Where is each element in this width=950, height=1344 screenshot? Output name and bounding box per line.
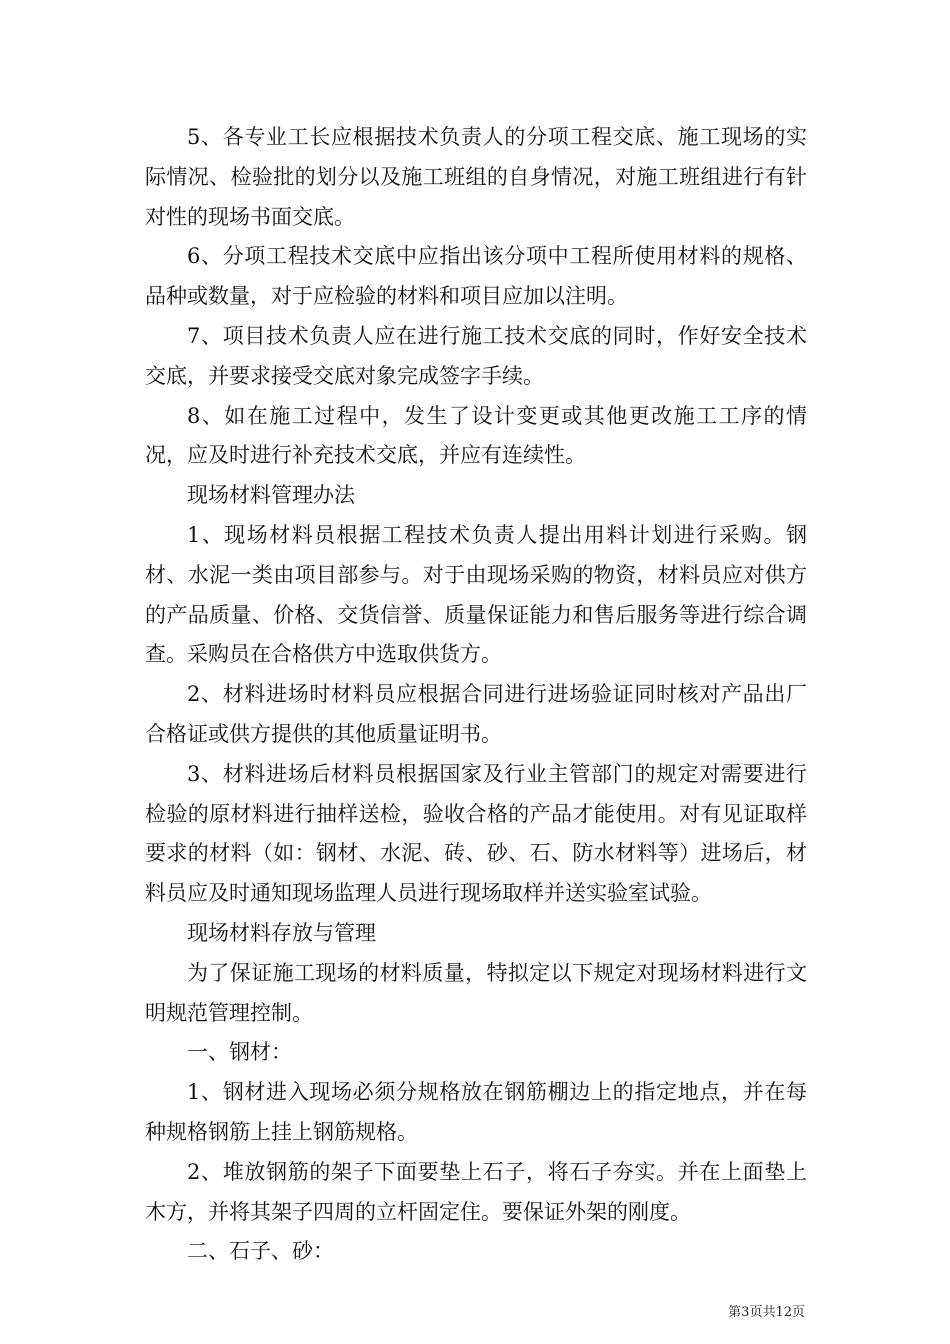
paragraph-steel-2: 2、堆放钢筋的架子下面要垫上石子，将石子夯实。并在上面垫上木方，并将其架子四周的立杆固定住。要保证外架的刚度。 (145, 1159, 807, 1224)
paragraph-item-8: 8、如在施工过程中，发生了设计变更或其他更改施工工序的情况，应及时进行补充技术交底，并应有连续性。 (145, 403, 807, 468)
page-number-footer: 第3页共12页 (728, 1305, 805, 1320)
paragraph-material-1: 1、现场材料员根据工程技术负责人提出用料计划进行采购。钢材、水泥一类由项目部参与。对于由现场采购的物资，材料员应对供方的产品质量、价格、交货信誉、质量保证能力和售后服务等进行综合调查。采购员在合格供方中选取供货方。 (145, 522, 807, 667)
document-body (145, 118, 807, 1272)
paragraph-steel-1: 1、钢材进入现场必须分规格放在钢筋棚边上的指定地点，并在每种规格钢筋上挂上钢筋规格。 (145, 1080, 807, 1144)
paragraph-storage-intro: 为了保证施工现场的材料质量，特拟定以下规定对现场材料进行文明规范管理控制。 (145, 960, 807, 1025)
subheading-steel: 一、钢材： (187, 1040, 292, 1065)
subheading-gravel-sand: 二、石子、砂： (187, 1239, 334, 1264)
paragraph-material-3: 3、材料进场后材料员根据国家及行业主管部门的规定对需要进行检验的原材料进行抽样送检，验收合格的产品才能使用。对有见证取样要求的材料（如：钢材、水泥、砖、砂、石、防水材料等）进场后，材料员应及时通知现场监理人员进行现场取样并送实验室试验。 (145, 761, 807, 906)
paragraph-material-2: 2、材料进场时材料员应根据合同进行进场验证同时核对产品出厂合格证或供方提供的其他质量证明书。 (145, 682, 807, 746)
paragraph-item-7: 7、项目技术负责人应在进行施工技术交底的同时，作好安全技术交底，并要求接受交底对象完成签字手续。 (145, 323, 807, 388)
paragraph-item-5: 5、各专业工长应根据技术负责人的分项工程交底、施工现场的实际情况、检验批的划分以及施工班组的自身情况，对施工班组进行有针对性的现场书面交底。 (145, 125, 807, 229)
section-heading-material-management: 现场材料管理办法 (187, 483, 355, 508)
section-heading-material-storage: 现场材料存放与管理 (187, 920, 376, 945)
paragraph-item-6: 6、分项工程技术交底中应指出该分项中工程所使用材料的规格、品种或数量，对于应检验的材料和项目应加以注明。 (145, 244, 807, 309)
